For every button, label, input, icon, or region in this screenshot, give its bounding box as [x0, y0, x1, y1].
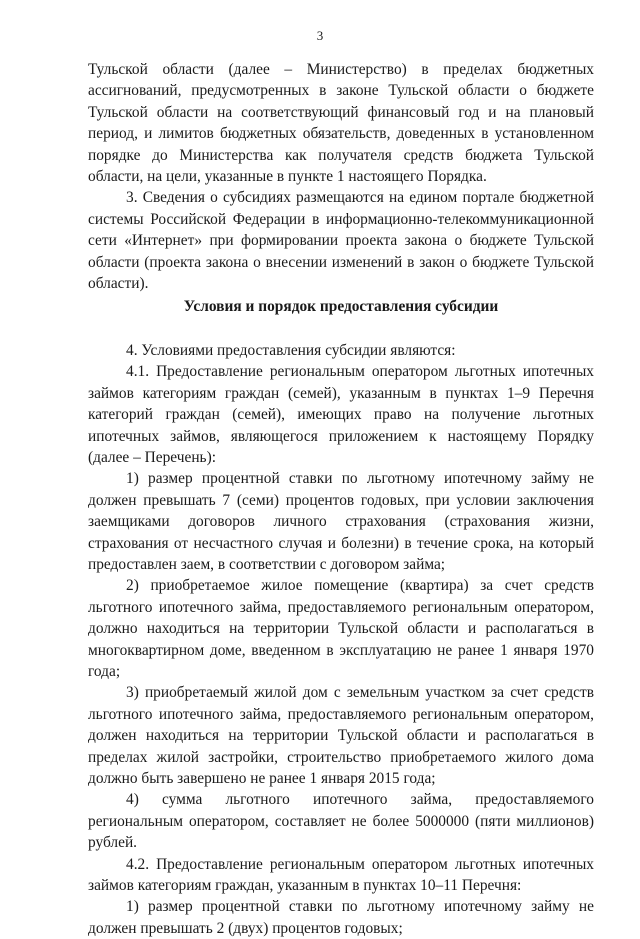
paragraph-4-1-item-1: 1) размер процентной ставки по льготному ипотечному займу не должен превышать 7 (семи) процентов годовых, при условии заключения заемщиками договоров личного страхования (страхования жизни, страхования от несчастного случая и болезни) в течение срока, на который предоставлен заем, в соответствии с договором займа; [88, 470, 594, 573]
paragraph-4-1-item-3: 3) приобретаемый жилой дом с земельным участком за счет средств льготного ипотечного займа, предоставляемого региональным оператором, должен находиться на территории Тульской области и располагаться в пределах жилой застройки, строительство приобретаемого жилого дома должно быть завершено не ранее 1 января 2015 года; [88, 684, 594, 787]
paragraph-4-1-item-4: 4) сумма льготного ипотечного займа, предоставляемого региональным оператором, составляет не более 5000000 (пяти миллионов) рублей. [88, 791, 594, 852]
document-body [88, 59, 594, 939]
paragraph-4-1: 4.1. Предоставление региональным оператором льготных ипотечных займов категориям граждан (семей), указанным в пунктах 1–9 Перечня категорий граждан (семей), имеющих право на получение льготных ипотечных займов, являющегося приложением к настоящему Порядку (далее – Перечень): [88, 363, 594, 466]
paragraph-4-2: 4.2. Предоставление региональным оператором льготных ипотечных займов категориям граждан, указанным в пунктах 10–11 Перечня: [88, 855, 594, 895]
paragraph-continued-ministry: Тульской области (далее – Министерство) в пределах бюджетных ассигнований, предусмотренных в законе Тульской области о бюджете Тульской области на соответствующий финансовый год и на плановый период, и лимитов бюджетных обязательств, доведенных в установленном порядке до Министерства как получателя средств бюджета Тульской области, на цели, указанные в пункте 1 настоящего Порядка. [88, 61, 594, 186]
paragraph-3-subsidy-info: 3. Сведения о субсидиях размещаются на едином портале бюджетной системы Российской Федерации в информационно-телекоммуникационной сети «Интернет» при формировании проекта закона о бюджете Тульской области (проекта закона о внесении изменений в закон о бюджете Тульской области). [88, 189, 594, 293]
paragraph-4-1-item-2: 2) приобретаемое жилое помещение (квартира) за счет средств льготного ипотечного займа, предоставляемого региональным оператором, должно находиться на территории Тульской области и располагаться в многоквартирном доме, введенном в эксплуатацию не ранее 1 января 1970 года; [88, 577, 594, 680]
paragraph-4-conditions: 4. Условиями предоставления субсидии являются: [126, 341, 456, 359]
section-heading: Условия и порядок предоставления субсидии [183, 298, 499, 316]
page-number: 3 [316, 28, 324, 43]
paragraph-4-2-item-1: 1) размер процентной ставки по льготному ипотечному займу не должен превышать 2 (двух) процентов годовых; [88, 898, 594, 937]
